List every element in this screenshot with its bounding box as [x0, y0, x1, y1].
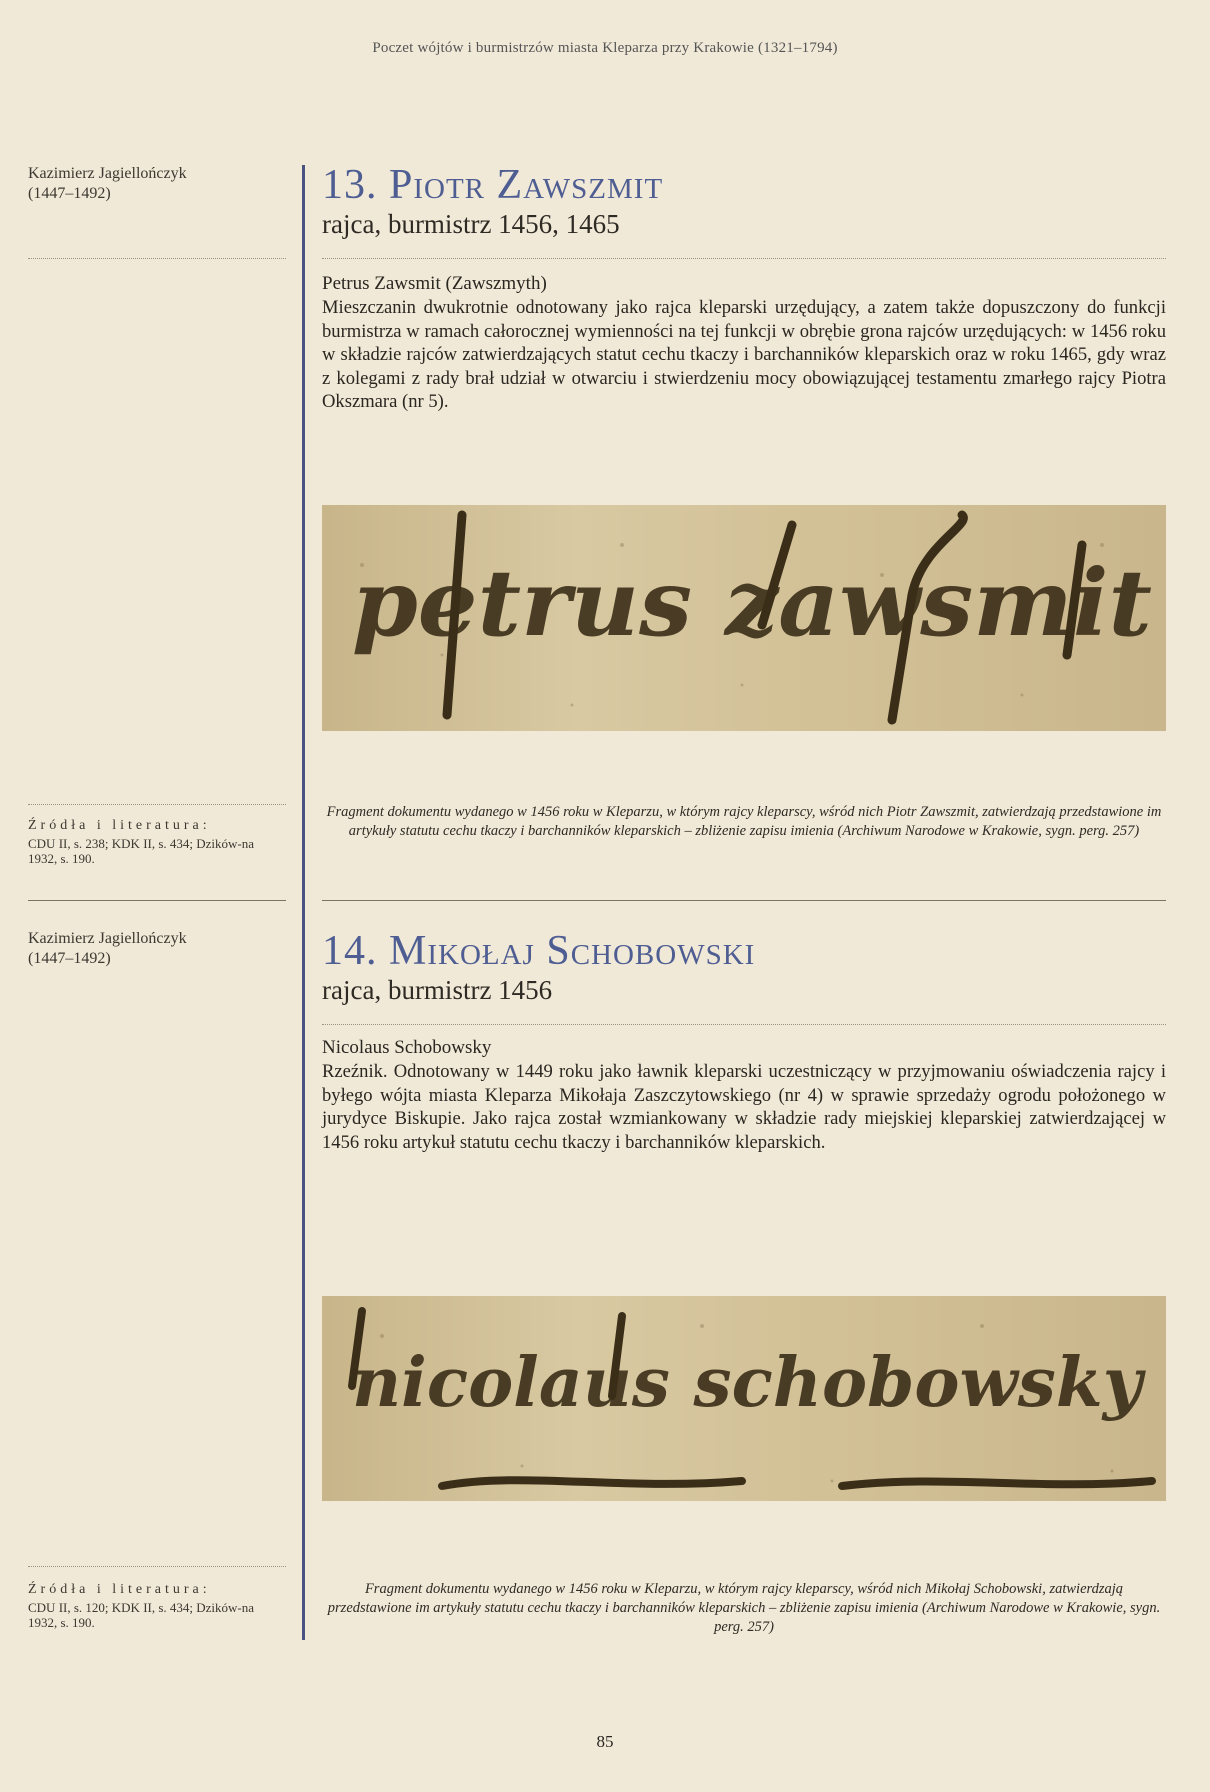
ruler-note — [28, 929, 286, 969]
entry-name: Piotr Zawszmit — [389, 162, 664, 208]
script-text: nicolaus schobowsky — [352, 1343, 1147, 1423]
entry-name: Mikołaj Schobowski — [389, 928, 756, 974]
manuscript-image — [322, 1296, 1166, 1501]
entry-13-text — [322, 254, 1166, 414]
latin-name: Nicolaus Schobowsky — [322, 1037, 492, 1058]
entry-14 — [322, 928, 1166, 1006]
vertical-rule — [302, 165, 305, 1640]
entry-divider — [322, 900, 1166, 901]
entry-title — [322, 162, 1166, 208]
sources-block — [28, 818, 286, 866]
ruler-note — [28, 164, 286, 204]
entry-number: 14. — [322, 928, 378, 974]
page-number: 85 — [596, 1732, 614, 1751]
ruler-years: (1447–1492) — [28, 950, 111, 967]
sources-heading: Źródła i literatura: — [28, 1582, 211, 1597]
sidebar-divider — [28, 258, 286, 259]
entry-body: Mieszczanin dwukrotnie odnotowany jako rajca kleparski urzędujący, a zatem także dopuszczony do funkcji burmistrza w ramach całorocznej wymienności na tej funkcji w obrębie grona rajców urzędujących: w 1456 roku w składzie rajców zatwierdzających statut cechu tkaczy i barchanników kleparskich oraz w roku 1465, gdy wraz z kolegami z rady brał udział w otwarciu i stwierdzeniu mocy obowiązującej testamentu zmarłego rajcy Piotra Okszmara (nr 5). — [322, 297, 1166, 413]
ruler-name: Kazimierz Jagiellończyk — [28, 165, 187, 182]
image-caption: Fragment dokumentu wydanego w 1456 roku w Kleparzu, w którym rajcy kleparscy, wśród nich Mikołaj Schobowski, zatwierdzają przedstawione im artykuły statutu cechu tkaczy i barchanników kleparskich – zbliżenie zapisu imienia (Archiwum Narodowe w Krakowie, sygn. perg. 257) — [327, 1581, 1161, 1635]
script-text: petrus zawsmit — [352, 549, 1152, 657]
sources-heading: Źródła i literatura: — [28, 818, 211, 833]
entry-13 — [322, 162, 1166, 240]
sources-block — [28, 1582, 286, 1630]
entry-subtitle: rajca, burmistrz 1456, 1465 — [322, 209, 620, 239]
entry-number: 13. — [322, 162, 378, 208]
entry-title — [322, 928, 1166, 974]
sources-text: CDU II, s. 120; KDK II, s. 434; Dzików-na 1932, s. 190. — [28, 1600, 255, 1630]
sidebar-divider — [28, 804, 286, 805]
sidebar-divider — [28, 1566, 286, 1567]
sidebar-divider — [28, 900, 286, 901]
ruler-name: Kazimierz Jagiellończyk — [28, 930, 187, 947]
running-head: Poczet wójtów i burmistrzów miasta Kleparza przy Krakowie (1321–1794) — [372, 40, 838, 56]
entry-subtitle: rajca, burmistrz 1456 — [322, 975, 553, 1005]
entry-14-text — [322, 1018, 1166, 1154]
manuscript-image — [322, 505, 1166, 731]
latin-name: Petrus Zawsmit (Zawszmyth) — [322, 273, 547, 294]
image-caption: Fragment dokumentu wydanego w 1456 roku w Kleparzu, w którym rajcy kleparscy, wśród nich Piotr Zawszmit, zatwierdzają przedstawione im artykuły statutu cechu tkaczy i barchanników kleparskich – zbliżenie zapisu imienia (Archiwum Narodowe w Krakowie, sygn. perg. 257) — [326, 804, 1162, 839]
entry-body: Rzeźnik. Odnotowany w 1449 roku jako ławnik kleparski uczestniczący w przyjmowaniu oświadczenia rajcy i byłego wójta miasta Kleparza Mikołaja Zaszczytowskiego (nr 4) w sprawie sprzedaży ogrodu położonego w jurydyce Biskupie. Jako rajca został wzmiankowany w składzie rady miejskiej kleparskiej zatwierdzającej w 1456 roku artykuł statutu cechu tkaczy i barchanników kleparskich. — [322, 1061, 1166, 1153]
sources-text: CDU II, s. 238; KDK II, s. 434; Dzików-na 1932, s. 190. — [28, 836, 255, 866]
ruler-years: (1447–1492) — [28, 185, 111, 202]
